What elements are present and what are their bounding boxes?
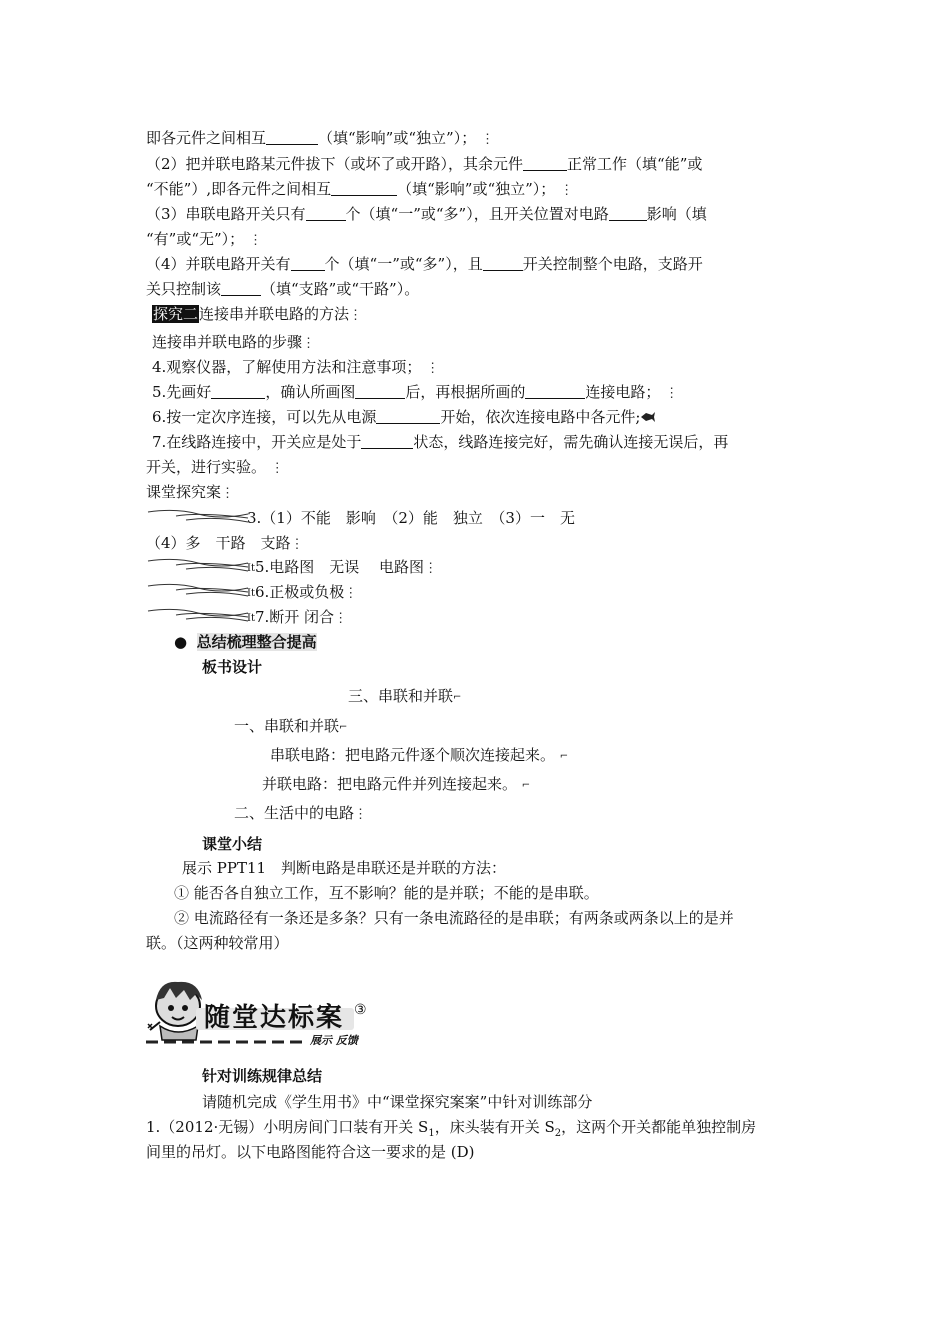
text: 后，再根据所画的 xyxy=(405,383,526,401)
paragraph-mark-icon: ⋮ xyxy=(302,336,316,351)
blank xyxy=(523,155,567,171)
text: “不能”）,即各元件之间相互 xyxy=(146,180,332,198)
text: 5.先画好 xyxy=(152,383,212,401)
paragraph-mark-icon: ⋮ xyxy=(334,611,348,626)
paragraph-mark-icon: ⋮ xyxy=(290,537,304,552)
subheading: 针对训练规律总结 xyxy=(202,1067,323,1085)
text-line: ② 电流路径有一条还是多条？只有一条电流路径的是串联；有两条或两条以上的是并 xyxy=(174,909,734,927)
text: 开关，进行实验。 xyxy=(146,458,267,476)
text: 个（填“一”或“多”），且 xyxy=(324,255,483,273)
text: （填“支路”或“干路”）。 xyxy=(261,280,420,298)
paragraph-mark-icon: ⋮ xyxy=(221,486,235,501)
text-line xyxy=(146,457,284,479)
text: 正常工作（填“能”或 xyxy=(567,155,703,173)
text-line xyxy=(146,229,262,251)
banner-number: ③ xyxy=(354,1002,367,1018)
text-line: 请随机完成《学生用书》中“课堂探究案案”中针对训练部分 xyxy=(202,1093,593,1111)
text: 1.（2012·无锡）小明房间门口装有开关 S xyxy=(146,1118,429,1136)
text: （填“影响”或“独立”）； xyxy=(397,180,556,198)
marker-icon: ⌐ xyxy=(339,722,348,733)
marker-icon: ⌐ xyxy=(453,692,462,703)
blank xyxy=(361,433,413,449)
section-heading xyxy=(174,632,317,652)
text: 6.按一定次序连接，可以先从电源 xyxy=(152,408,377,426)
paragraph-mark-icon: ⋮ xyxy=(349,308,363,323)
marker-icon: Ⅰt xyxy=(247,588,255,599)
banner-subtitle: 展示 反馈 xyxy=(310,1034,358,1047)
text: “有”或“无”）； xyxy=(146,230,245,248)
answer-line xyxy=(247,582,357,604)
blank xyxy=(355,383,405,399)
paragraph-mark-icon: ⋮ xyxy=(665,386,679,401)
text: 个（填“一”或“多”），且开关位置对电路 xyxy=(345,205,609,223)
marker-icon: Ⅰt xyxy=(247,613,255,624)
blank xyxy=(376,408,440,424)
text: 串联电路：把电路元件逐个顺次连接起来。 xyxy=(270,746,556,764)
section-heading xyxy=(152,304,362,326)
paragraph-mark-icon: ⋮ xyxy=(424,561,438,576)
section-banner xyxy=(146,972,396,1050)
section-tag: 探究二 xyxy=(153,305,199,323)
blank xyxy=(211,383,265,399)
blank xyxy=(306,205,346,221)
blank xyxy=(291,255,325,271)
question-line xyxy=(146,1117,756,1144)
text-line xyxy=(152,382,678,404)
subscript: 2 xyxy=(554,1128,562,1139)
text: （4）并联电路开关有 xyxy=(146,255,291,273)
paragraph-mark-icon: ⋮ xyxy=(480,132,494,147)
text: （2）把并联电路某元件拔下（或坏了或开路），其余元件 xyxy=(146,155,524,173)
text: （填“影响”或“独立”）； xyxy=(318,129,477,147)
wave-lines-icon xyxy=(146,506,250,526)
text-line xyxy=(146,279,419,299)
blank xyxy=(525,383,585,399)
fish-mark-icon xyxy=(640,411,656,423)
text: ，这两个开关都能单独控制房 xyxy=(561,1118,757,1136)
subscript: 1 xyxy=(428,1128,435,1139)
board-line xyxy=(270,745,568,767)
text: 即各元件之间相互 xyxy=(146,129,267,147)
answer-line xyxy=(146,533,304,555)
text: 影响（填 xyxy=(646,205,707,223)
board-line xyxy=(234,716,347,738)
blank xyxy=(609,205,647,221)
text-line xyxy=(152,357,439,379)
heading: 总结梳理整合提高 xyxy=(196,633,317,651)
text: （4）多 干路 支路 xyxy=(146,534,291,552)
blank xyxy=(266,129,318,145)
text-line xyxy=(146,204,707,224)
blank xyxy=(331,180,397,196)
text: 二、生活中的电路 xyxy=(234,804,355,822)
paragraph-mark-icon: ⋮ xyxy=(560,183,574,198)
text: 关只控制该 xyxy=(146,280,222,298)
text: 7.在线路连接中，开关应是处于 xyxy=(152,433,362,451)
text-line: ① 能否各自独立工作，互不影响？能的是并联；不能的是串联。 xyxy=(174,884,599,902)
paragraph-mark-icon: ⋮ xyxy=(426,361,440,376)
answer-line xyxy=(247,557,437,579)
text-line xyxy=(146,482,234,504)
paragraph-mark-icon: ⋮ xyxy=(248,233,262,248)
text-line xyxy=(146,254,703,274)
text: 课堂探究案 xyxy=(146,483,222,501)
text: ，确认所画图 xyxy=(265,383,356,401)
text: 5.电路图 无误 电路图 xyxy=(254,558,425,576)
text-line xyxy=(152,407,656,427)
text: ，床头装有开关 S xyxy=(434,1118,555,1136)
marker-icon: ⌐ xyxy=(521,780,531,791)
text-line xyxy=(146,128,494,150)
subheading: 课堂小结 xyxy=(202,835,263,853)
board-line xyxy=(348,686,461,708)
text: 三、串联和并联 xyxy=(348,687,454,705)
wave-lines-icon xyxy=(146,605,250,625)
text: 开始，依次连接电路中各元件; xyxy=(440,408,641,426)
board-line xyxy=(262,774,530,796)
text-line xyxy=(146,179,573,201)
wave-lines-icon xyxy=(146,555,250,575)
text: 开关控制整个电路，支路开 xyxy=(522,255,703,273)
paragraph-mark-icon: ⋮ xyxy=(270,461,284,476)
banner-title: 随堂达标案 xyxy=(204,1003,345,1033)
text: 4.观察仪器，了解使用方法和注意事项； xyxy=(152,358,422,376)
board-line xyxy=(234,803,367,825)
answer-line xyxy=(247,607,347,629)
blank xyxy=(221,280,261,296)
text-line xyxy=(152,332,315,354)
text: （3）串联电路开关只有 xyxy=(146,205,306,223)
text: 7.断开 闭合 xyxy=(254,608,335,626)
text: 并联电路：把电路元件并列连接起来。 xyxy=(262,775,518,793)
subheading: 板书设计 xyxy=(202,658,263,676)
text: 连接串并联电路的步骤 xyxy=(152,333,303,351)
bullet-icon: ● xyxy=(174,633,188,651)
text-line: 展示 PPT11 判断电路是串联还是并联的方法： xyxy=(182,859,507,877)
paragraph-mark-icon: ⋮ xyxy=(344,586,358,601)
marker-icon: Ⅰt xyxy=(247,563,255,574)
text: 一、串联和并联 xyxy=(234,717,340,735)
text: 6.正极或负极 xyxy=(254,583,345,601)
question-line: 间里的吊灯。以下电路图能符合这一要求的是 (D) xyxy=(146,1143,475,1161)
paragraph-mark-icon: ⋮ xyxy=(354,807,368,822)
blank xyxy=(483,255,523,271)
text: 连接串并联电路的方法 xyxy=(199,305,350,323)
marker-icon: ⌐ xyxy=(559,751,569,762)
text: 连接电路； xyxy=(585,383,661,401)
text: 状态，线路连接完好，需先确认连接无误后，再 xyxy=(413,433,729,451)
text-line: 联。（这两种较常用） xyxy=(146,934,289,952)
answer-line: 3.（1）不能 影响 （2）能 独立 （3）一 无 xyxy=(247,509,575,527)
text-line xyxy=(152,432,728,452)
wave-lines-icon xyxy=(146,580,250,600)
text-line xyxy=(146,154,702,174)
